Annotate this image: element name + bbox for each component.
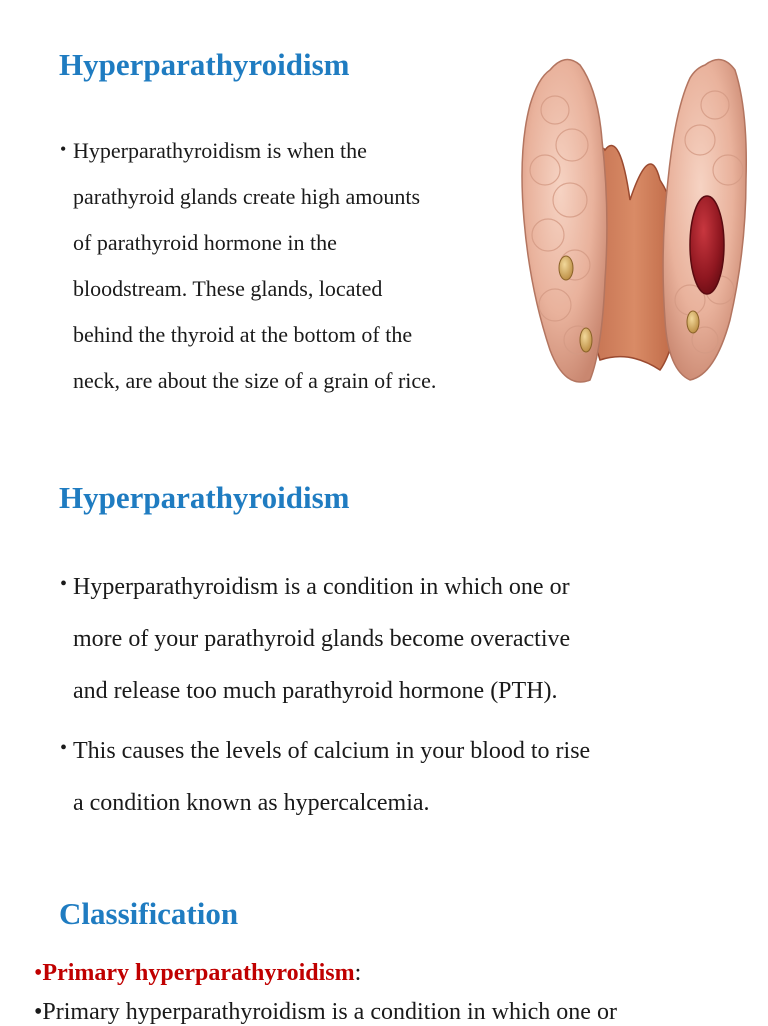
primary-text-line: Primary hyperparathyroidism is a condition in which one or xyxy=(42,999,617,1025)
enlarged-parathyroid-gland xyxy=(690,196,724,294)
text-line: This causes the levels of calcium in your blood to rise xyxy=(73,738,591,764)
thyroid-parathyroid-illustration xyxy=(510,50,750,390)
parathyroid-gland xyxy=(580,328,592,352)
text-line: behind the thyroid at the bottom of the xyxy=(73,322,413,347)
bullet-marker: • xyxy=(34,999,43,1025)
primary-label: Primary hyperparathyroidism xyxy=(42,960,355,986)
parathyroid-gland xyxy=(559,256,573,280)
primary-colon: : xyxy=(354,960,362,986)
text-line: bloodstream. These glands, located xyxy=(73,276,383,301)
text-line: of parathyroid hormone in the xyxy=(73,230,337,255)
primary-classification xyxy=(34,960,361,987)
slide-3-heading: Classification xyxy=(59,896,239,931)
bullet-marker: • xyxy=(34,960,43,986)
text-line: Hyperparathyroidism is when the xyxy=(73,138,367,163)
slide-2-heading: Hyperparathyroidism xyxy=(59,480,350,515)
bullet-text xyxy=(73,561,570,717)
text-line: more of your parathyroid glands become overactive xyxy=(73,626,571,652)
primary-description xyxy=(34,999,617,1026)
bullet-marker: • xyxy=(60,139,67,159)
parathyroid-gland xyxy=(687,311,699,333)
slide-1-heading: Hyperparathyroidism xyxy=(59,47,350,82)
bullet-marker: • xyxy=(60,573,68,595)
text-line: a condition known as hypercalcemia. xyxy=(73,790,430,816)
text-line: neck, are about the size of a grain of rice. xyxy=(73,368,437,393)
text-line: and release too much parathyroid hormone (PTH). xyxy=(73,678,558,704)
left-lobe-shape xyxy=(522,60,607,382)
text-line: Hyperparathyroidism is a condition in which one or xyxy=(73,574,570,600)
bullet-marker: • xyxy=(60,737,68,759)
bullet-text xyxy=(73,725,590,829)
bullet-text xyxy=(73,128,436,404)
text-line: parathyroid glands create high amounts xyxy=(73,184,421,209)
